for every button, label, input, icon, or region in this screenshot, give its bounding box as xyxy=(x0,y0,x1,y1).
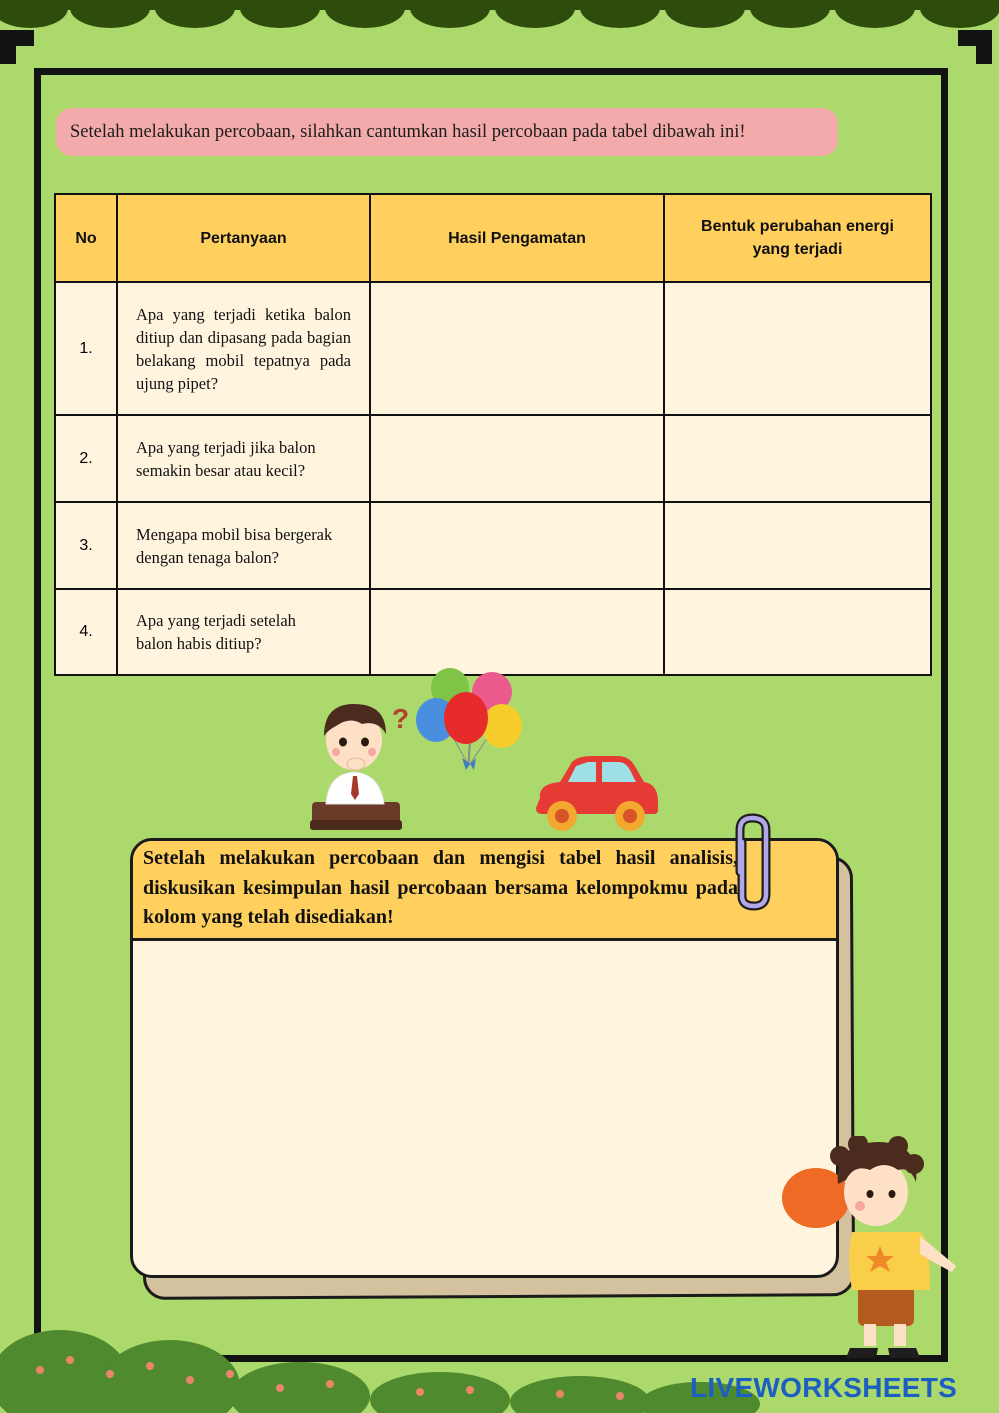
conclusion-line-1: Setelah melakukan percobaan dan mengisi tabel hasil analisis, xyxy=(143,847,738,869)
row-number: 3. xyxy=(55,502,117,589)
observation-answer-cell[interactable] xyxy=(370,415,664,502)
header-question: Pertanyaan xyxy=(117,194,370,282)
observation-answer-cell[interactable] xyxy=(370,282,664,415)
thinking-boy-illustration xyxy=(306,694,418,834)
observation-answer-cell[interactable] xyxy=(370,589,664,675)
header-energy-line2: yang terjadi xyxy=(752,241,843,258)
row-question-text: Apa yang terjadi setelah balon habis ditiup? xyxy=(136,611,296,653)
energy-answer-cell[interactable] xyxy=(664,282,931,415)
row-number: 4. xyxy=(55,589,117,675)
table-header-row xyxy=(55,194,931,282)
row-question-text: Mengapa mobil bisa bergerak dengan tenaga balon? xyxy=(136,524,333,567)
table-row xyxy=(55,415,931,502)
header-energy-line1: Bentuk perubahan energi xyxy=(701,218,894,235)
header-observation: Hasil Pengamatan xyxy=(370,194,664,282)
energy-answer-cell[interactable] xyxy=(664,415,931,502)
red-car-illustration xyxy=(532,754,660,834)
corner-ornament-left xyxy=(0,30,34,64)
conclusion-line-3: kolom yang telah disediakan! xyxy=(143,906,394,928)
row-question xyxy=(117,415,370,502)
table-row xyxy=(55,502,931,589)
balloons-illustration xyxy=(414,668,526,772)
row-question-text: Apa yang terjadi jika balon semakin besar atau kecil? xyxy=(136,437,316,480)
conclusion-answer-area[interactable] xyxy=(133,941,836,1271)
corner-ornament-right xyxy=(958,30,992,64)
paperclip-icon xyxy=(728,812,778,912)
scallop-border xyxy=(0,0,999,34)
question-mark: ? xyxy=(392,703,410,734)
liveworksheets-watermark: LIVEWORKSHEETS xyxy=(690,1372,958,1403)
table-row xyxy=(55,589,931,675)
conclusion-instruction xyxy=(143,844,738,933)
row-question: Apa yang terjadi ketika balon ditiup dan dipasang pada bagian belakang mobil tepatnya pada ujung pipet? xyxy=(117,282,370,415)
observation-answer-cell[interactable] xyxy=(370,502,664,589)
observation-table xyxy=(54,193,932,676)
row-number: 1. xyxy=(55,282,117,415)
row-question xyxy=(117,589,370,675)
header-no: No xyxy=(55,194,117,282)
header-energy-change xyxy=(664,194,931,282)
row-question xyxy=(117,502,370,589)
table-row xyxy=(55,282,931,415)
row-number: 2. xyxy=(55,415,117,502)
energy-answer-cell[interactable] xyxy=(664,589,931,675)
conclusion-line-2: diskusikan kesimpulan hasil percobaan bersama kelompokmu pada xyxy=(143,876,738,899)
energy-answer-cell[interactable] xyxy=(664,502,931,589)
instruction-banner: Setelah melakukan percobaan, silahkan cantumkan hasil percobaan pada tabel dibawah ini! xyxy=(56,108,838,156)
